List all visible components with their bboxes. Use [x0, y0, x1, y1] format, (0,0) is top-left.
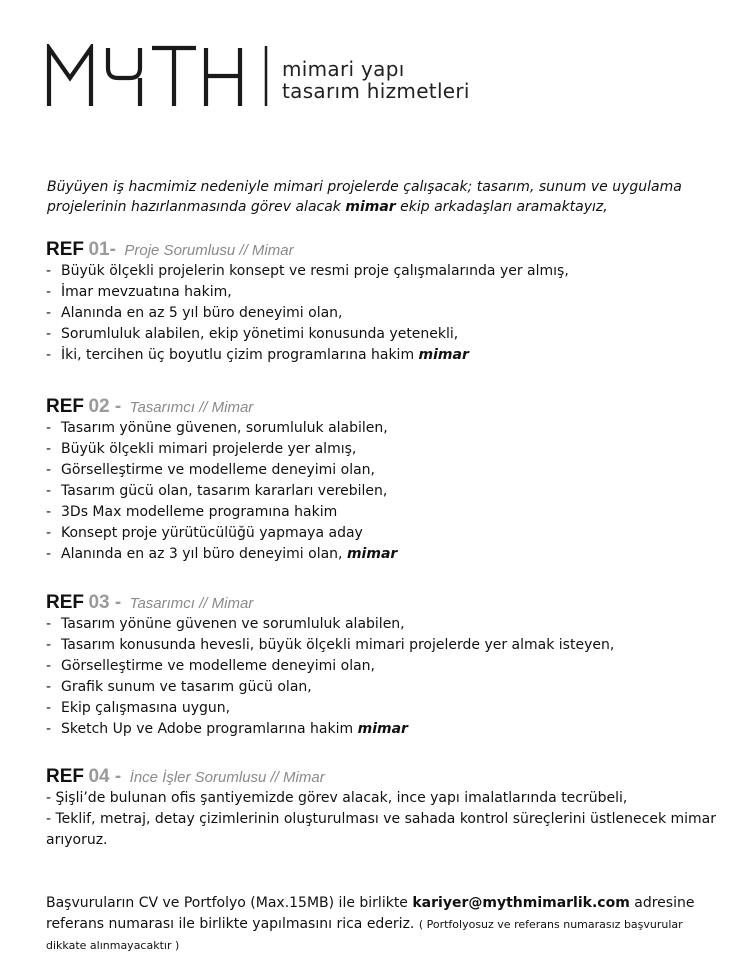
ref-title [46, 396, 716, 418]
ref-number: 03 - [88, 592, 122, 613]
ref-title [46, 592, 716, 614]
list-item: - Tasarım gücü olan, tasarım kararları verebilen, [46, 483, 388, 499]
ref-label: REF [46, 239, 84, 260]
footer-text: Başvuruların CV ve Portfolyo (Max.15MB) ile birlikte [46, 895, 413, 911]
ref-role: İnce İşler Sorumlusu // Mimar [129, 769, 325, 786]
list-item: - 3Ds Max modelleme programına hakim [46, 504, 338, 520]
ref-paragraph-1: - Şişli’de bulunan ofis şantiyemizde görev alacak, ince yapı imalatlarında tecrübeli, [46, 790, 628, 806]
requirement-list [46, 418, 716, 565]
emphasis-mimar: mimar [346, 546, 398, 562]
list-item: - Grafik sunum ve tasarım gücü olan, [46, 679, 312, 695]
ref-section-03 [46, 592, 716, 740]
list-item: - İmar mevzuatına hakim, [46, 284, 232, 300]
list-item: - Ekip çalışmasına uygun, [46, 700, 231, 716]
ref-number: 02 - [88, 396, 122, 417]
ref-role: Tasarımcı // Mimar [129, 399, 254, 416]
list-item: - Görselleştirme ve modelleme deneyimi olan, [46, 658, 375, 674]
ref-section-04 [46, 766, 716, 851]
intro-text-end: ekip arkadaşları aramaktayız, [395, 199, 608, 215]
list-item: - Tasarım konusunda hevesli, büyük ölçekli mimari projelerde yer almak isteyen, [46, 637, 615, 653]
list-item: - Konsept proje yürütücülüğü yapmaya aday [46, 525, 363, 541]
footer-text-end: adresine referans numarası ile birlikte yapılmasını rica ederiz. [46, 895, 695, 932]
ref-number: 01- [88, 239, 116, 260]
myth-wordmark-logo [46, 44, 276, 108]
list-item: - Tasarım yönüne güvenen ve sorumluluk alabilen, [46, 616, 405, 632]
company-logo [46, 44, 506, 108]
emphasis-mimar: mimar [418, 347, 469, 363]
ref-label: REF [46, 766, 84, 787]
requirement-list [46, 614, 716, 740]
ref-number: 04 - [88, 766, 122, 787]
ref-label: REF [46, 592, 84, 613]
ref-role: Tasarımcı // Mimar [129, 595, 254, 612]
ref-role: Proje Sorumlusu // Mimar [124, 242, 294, 259]
list-item: - İki, tercihen üç boyutlu çizim programlarına hakim mimar [46, 347, 469, 363]
list-item: - Tasarım yönüne güvenen, sorumluluk alabilen, [46, 420, 388, 436]
ref-label: REF [46, 396, 84, 417]
list-item: - Alanında en az 3 yıl büro deneyimi olan, mimar [46, 546, 398, 562]
list-item: - Görselleştirme ve modelleme deneyimi olan, [46, 462, 375, 478]
ref-title [46, 766, 716, 788]
logo-tagline [282, 58, 470, 102]
list-item: - Alanında en az 5 yıl büro deneyimi olan, [46, 305, 343, 321]
intro-text: Büyüyen iş hacmimiz nedeniyle mimari projelerde çalışacak; tasarım, sunum ve uygulama projelerinin hazırlanmasında görev alacak [47, 179, 682, 215]
intro-emphasis: mimar [345, 199, 396, 215]
list-item: - Büyük ölçekli mimari projelerde yer almış, [46, 441, 357, 457]
list-item: - Büyük ölçekli projelerin konsept ve resmi proje çalışmalarında yer almış, [46, 263, 569, 279]
tagline-line-2: tasarım hizmetleri [282, 79, 470, 103]
list-item: - Sorumluluk alabilen, ekip yönetimi konusunda yetenekli, [46, 326, 459, 342]
tagline-line-1: mimari yapı [282, 57, 405, 81]
ref-section-02 [46, 396, 716, 565]
ref-section-01 [46, 239, 716, 366]
ref-paragraph-2: - Teklif, metraj, detay çizimlerinin oluşturulması ve sahada kontrol süreçlerini üstlenecek mimar arıyoruz. [46, 811, 717, 848]
application-footer [46, 893, 716, 956]
emphasis-mimar: mimar [357, 721, 408, 737]
intro-paragraph [47, 177, 707, 217]
footer-note: ( Portfolyosuz ve referans numarasız başvurular dikkate alınmayacaktır ) [46, 918, 683, 952]
requirement-list [46, 261, 716, 366]
ref-title [46, 239, 716, 261]
list-item: - Sketch Up ve Adobe programlarına hakim mimar [46, 721, 408, 737]
contact-email-link[interactable]: kariyer@mythmimarlik.com [412, 895, 630, 911]
